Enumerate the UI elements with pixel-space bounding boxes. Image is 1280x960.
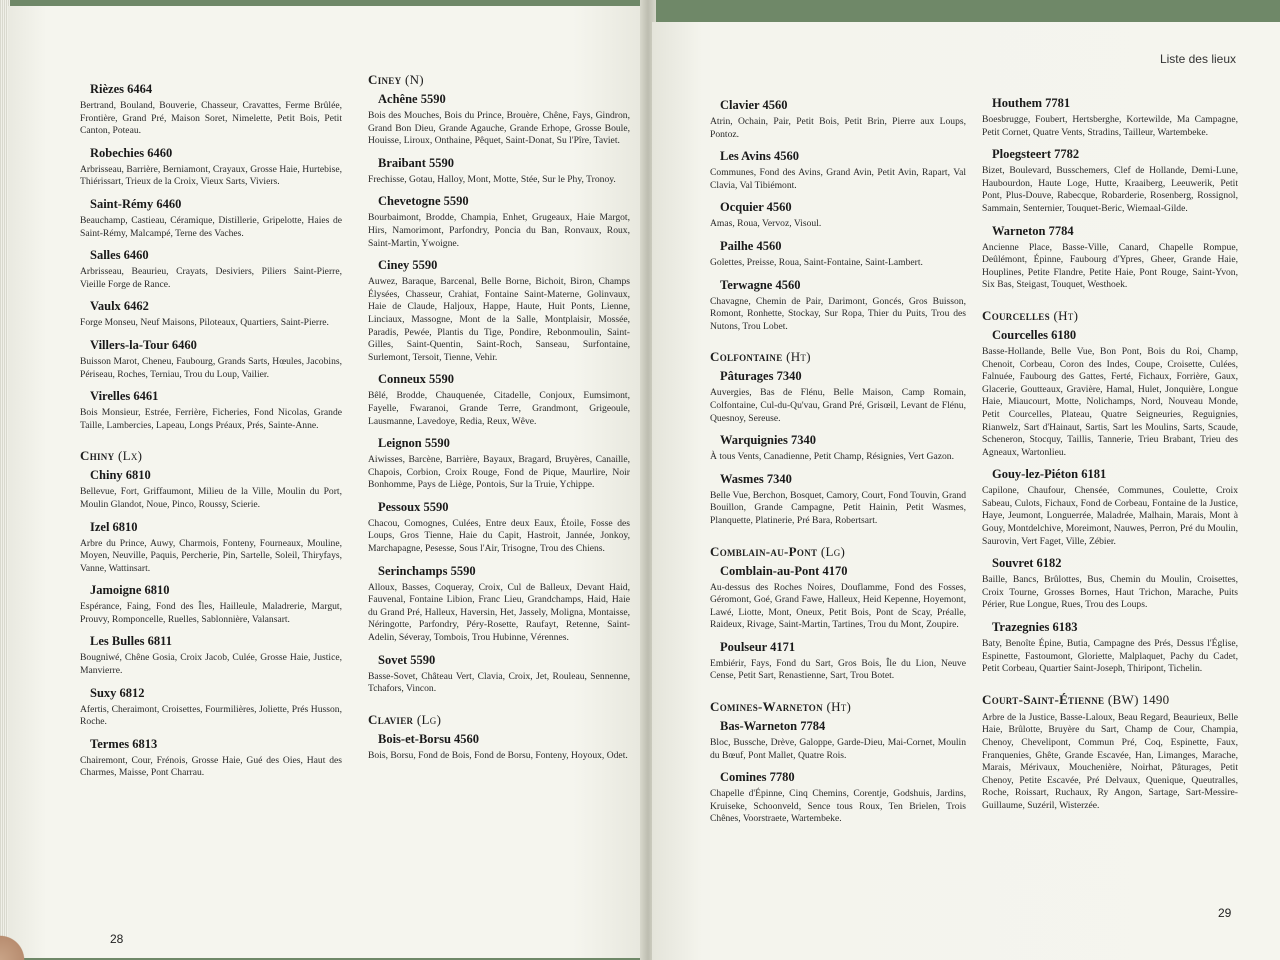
hamlet-list: Baille, Bancs, Brûlottes, Bus, Chemin du Moulin, Croisettes, Croix Tourne, Grosses Bornes, Haut Trichon, Marache, Puits Périer, Rue Longue, Rues, Trou des Loups. xyxy=(982,574,1238,611)
locality-entry xyxy=(80,686,342,729)
locality-name: Les Bulles 6811 xyxy=(90,634,172,649)
locality-entry xyxy=(982,556,1238,612)
locality-name: Ocquier 4560 xyxy=(720,200,792,215)
locality-entry xyxy=(368,732,630,763)
commune-name: Comines-Warneton xyxy=(710,699,823,715)
left-page xyxy=(8,6,650,958)
hamlet-list: Bois des Mouches, Bois du Prince, Brouère, Chêne, Fays, Gindron, Grand Bon Dieu, Grande Agauche, Grande Erhope, Grosse Boule, Houisse, Liroux, Onthaine, Pêquet, Saint-Donat, Su l'Pîre, Taviet. xyxy=(368,110,630,147)
locality-entry xyxy=(368,372,630,428)
locality-entry xyxy=(368,564,630,645)
locality-name: Warquignies 7340 xyxy=(720,433,816,448)
locality-entry xyxy=(710,149,966,192)
locality-name: Leignon 5590 xyxy=(378,436,450,451)
locality-name: Achêne 5590 xyxy=(378,92,446,106)
hamlet-list: Bizet, Boulevard, Busschemers, Clef de Hollande, Demi-Lune, Haubourdon, Haute Loge, Hutte, Kraaiberg, Leeuwerik, Petit Pont, Plus-Douve, Rabecque, Robarderie, Rosenberg, Rossignol, Sammain, Senternier, Touquet-Beric, Wiemaal-Gilde. xyxy=(982,165,1238,214)
hamlet-list: Basse-Sovet, Château Vert, Clavia, Croix, Jet, Rouleau, Sennenne, Tchafors, Vincon. xyxy=(368,670,630,695)
hamlet-list: Bellevue, Fort, Griffaumont, Milieu de la Ville, Moulin du Port, Moulin Glandot, Noue, Pinco, Roussy, Scierie. xyxy=(80,486,342,510)
hamlet-list: Aiwisses, Barcène, Barrière, Bayaux, Bragard, Bruyères, Canaille, Chapois, Corbion, Croix Rouge, Fond de Pique, Maurlire, Noir Bonhomme, Pays de Liège, Pontois, Sur la Truie, Ychippe. xyxy=(368,454,630,491)
hamlet-list: Arbre de la Justice, Basse-Laloux, Beau Regard, Beaurieux, Belle Haie, Brûlotte, Bruyère du Sart, Champ de Cour, Champia, Chenoy, Chevelipont, Commun Pré, Coq, Espinette, Faux, Franquenies, Ghête, Grande Escavée, Han, Limanges, Marache, Marais, Mérivaux, Mouchenière, Noirhat, Pâturages, Petit Chenoy, Petite Escavée, Pré Delvaux, Quenique, Queutralles, Roche, Roissart, Ruchaux, Ry Angon, Sartage, Sart-Messire-Guillaume, Suzéril, Wisterzée. xyxy=(982,711,1238,811)
hamlet-list: Bourbaimont, Brodde, Champia, Enhet, Grugeaux, Haie Margot, Hirs, Namorimont, Parfondry, Poncia du Ban, Ronvaux, Roux, Saint-Martin, Ywoigne. xyxy=(368,212,630,249)
locality-name: Clavier 4560 xyxy=(720,98,788,112)
hamlet-list: Bêlé, Brodde, Chauquenée, Citadelle, Conjoux, Eumsimont, Fayelle, Fwaranoi, Grande Terre, Grandmont, Grigeoule, Lausmanne, Lavedoye, Redia, Reux, Wêve. xyxy=(368,390,630,427)
province-code: (Lx) xyxy=(117,448,143,464)
province-code: (BW) 1490 xyxy=(1107,691,1170,707)
locality-entry xyxy=(368,194,630,250)
locality-entry xyxy=(710,472,966,528)
right-page xyxy=(652,22,1280,960)
commune-heading xyxy=(710,349,966,365)
hamlet-list: Bloc, Bussche, Drève, Galoppe, Garde-Dieu, Mai-Cornet, Moulin du Bœuf, Pont Mallet, Quatre Rois. xyxy=(710,737,966,761)
locality-entry xyxy=(80,82,342,138)
locality-entry xyxy=(710,98,966,141)
locality-name: Pâturages 7340 xyxy=(720,369,802,384)
province-code: (Lg) xyxy=(820,543,846,559)
locality-name: Villers-la-Tour 6460 xyxy=(90,337,197,352)
hamlet-list: Buisson Marot, Cheneu, Faubourg, Grands Sarts, Hœules, Jacobins, Périseau, Roches, Terniau, Trou du Loup, Vailier. xyxy=(80,355,342,380)
commune-heading xyxy=(80,448,342,464)
locality-name: Sovet 5590 xyxy=(378,652,436,667)
hamlet-list: Chacou, Comognes, Culées, Entre deux Eaux, Étoile, Fosse des Loups, Gros Tienne, Haie du Capit, Hastroit, Jannée, Jonkoy, Marchapagne, Pesesse, Sous l'Air, Trisogne, Trou des Chiens. xyxy=(368,517,630,555)
locality-name: Braibant 5590 xyxy=(378,155,455,170)
commune-name: Court-Saint-Étienne xyxy=(982,691,1105,707)
locality-entry xyxy=(710,200,966,231)
hamlet-list: Arbrisseau, Barrière, Berniamont, Crayaux, Grosse Haie, Hurtebise, Thiérissart, Trieux de la Croix, Vieux Sarts, Viviers. xyxy=(80,163,342,188)
page-number-left: 28 xyxy=(110,932,124,946)
locality-name: Vaulx 6462 xyxy=(90,299,149,314)
hamlet-list: Espérance, Faing, Fond des Îles, Hailleule, Maladrerie, Margut, Prouvy, Romponcelle, Ruelles, Sablonnière, Valansart. xyxy=(80,601,342,625)
commune-heading xyxy=(710,544,966,560)
locality-entry xyxy=(368,500,630,556)
commune-name: Colfontaine xyxy=(710,349,783,365)
locality-name: Bois-et-Borsu 4560 xyxy=(378,731,480,746)
locality-name: Comblain-au-Pont 4170 xyxy=(720,563,848,578)
hamlet-list: Amas, Roua, Vervoz, Visoul. xyxy=(710,218,822,230)
locality-name: Termes 6813 xyxy=(90,736,158,751)
locality-entry xyxy=(368,258,630,364)
locality-name: Comines 7780 xyxy=(720,770,795,785)
locality-entry xyxy=(368,653,630,696)
locality-name: Terwagne 4560 xyxy=(720,277,801,292)
locality-name: Jamoigne 6810 xyxy=(90,583,170,598)
locality-entry xyxy=(710,640,966,683)
locality-name: Gouy-lez-Piéton 6181 xyxy=(992,467,1107,482)
locality-name: Robechies 6460 xyxy=(90,145,173,160)
locality-entry xyxy=(982,620,1238,676)
locality-name: Poulseur 4171 xyxy=(720,639,796,654)
hamlet-list: Atrin, Ochain, Pair, Petit Bois, Petit Brin, Pierre aux Loups, Pontoz. xyxy=(710,116,966,140)
hamlet-list: Bois Monsieur, Estrée, Ferrière, Ficheries, Fond Nicolas, Grande Taille, Lambercies, Lapeau, Longs Préaux, Prés, Sainte-Anne. xyxy=(80,407,342,431)
hamlet-list: Bertrand, Bouland, Bouverie, Chasseur, Cravattes, Ferme Brûlée, Frontière, Grand Pré, Maison Soret, Nimelette, Petit Bois, Petit Canton, Poteau. xyxy=(80,100,342,137)
hamlet-list: Belle Vue, Berchon, Bosquet, Camory, Court, Fond Touvin, Grand Bouillon, Grande Campagne, Petit Hainin, Petit Wasmes, Planquette, Platinerie, Pré Bara, Robertsart. xyxy=(710,489,966,526)
locality-name: Trazegnies 6183 xyxy=(992,620,1078,635)
locality-name: Virelles 6461 xyxy=(90,389,159,404)
province-code: (Ht) xyxy=(1053,307,1079,323)
locality-name: Rièzes 6464 xyxy=(90,82,153,96)
locality-entry xyxy=(80,583,342,626)
locality-name: Conneux 5590 xyxy=(378,372,455,387)
province-code: (N) xyxy=(404,72,424,87)
locality-name: Wasmes 7340 xyxy=(720,471,792,486)
commune-heading xyxy=(368,712,630,728)
locality-name: Les Avins 4560 xyxy=(720,149,799,164)
hamlet-list: Boesbrugge, Foubert, Hertsberghe, Kortewilde, Ma Campagne, Petit Cornet, Quatre Vents, Stradins, Tailleur, Wartembeke. xyxy=(982,114,1238,138)
locality-entry xyxy=(710,433,966,464)
commune-heading xyxy=(982,308,1238,324)
locality-name: Serinchamps 5590 xyxy=(378,563,476,578)
commune-heading xyxy=(710,699,966,715)
commune-name: Courcelles xyxy=(982,307,1050,323)
province-code: (Ht) xyxy=(826,699,852,715)
locality-entry xyxy=(80,737,342,780)
hamlet-list: Baty, Benoîte Épine, Butia, Campagne des Prés, Dessus l'Église, Espinette, Fastoumont, Gloriette, Malplaquet, Pachy du Cadet, Petit Corbeau, Quartier Saint-Joseph, Thiripont, Tichelin. xyxy=(982,638,1238,675)
left-page-column-1 xyxy=(80,82,342,788)
commune-name: Chiny xyxy=(80,448,115,464)
locality-entry xyxy=(710,770,966,826)
locality-entry xyxy=(982,224,1238,292)
locality-name: Pessoux 5590 xyxy=(378,499,449,514)
locality-name: Salles 6460 xyxy=(90,248,149,263)
locality-entry xyxy=(710,564,966,632)
locality-entry xyxy=(368,92,630,148)
locality-entry xyxy=(710,719,966,762)
page-number-right: 29 xyxy=(1218,906,1232,920)
hamlet-list: Ancienne Place, Basse-Ville, Canard, Chapelle Rompue, Deûlémont, Épinne, Faubourg d'Ypres, Gheer, Grande Haie, Houplines, Petite Flandre, Petite Haie, Pont Rouge, Saint-Yvon, Six Bas, Steigast, Touquet, Westhoek. xyxy=(982,241,1238,291)
locality-entry xyxy=(368,156,630,187)
locality-name: Chiny 6810 xyxy=(90,468,151,483)
hamlet-list: Au-dessus des Roches Noires, Douflamme, Fond des Fosses, Géromont, Goé, Grand Fawe, Halleux, Heid Kepenne, Hoyemont, Lawé, Liotte, Mont, Oneux, Petit Bois, Pont de Scay, Préalle, Raideux, Rivage, Saint-Martin, Tartines, Trou du Mont, Zoupire. xyxy=(710,581,966,631)
hamlet-list: À tous Vents, Canadienne, Petit Champ, Résignies, Vert Gazon. xyxy=(710,451,954,463)
commune-name: Ciney xyxy=(368,72,402,87)
hamlet-list: Forge Monseu, Neuf Maisons, Piloteaux, Quartiers, Saint-Pierre. xyxy=(80,317,329,329)
right-page-column-1 xyxy=(710,98,966,834)
locality-entry xyxy=(80,248,342,291)
locality-name: Warneton 7784 xyxy=(992,223,1074,238)
left-page-column-2 xyxy=(368,72,630,770)
hamlet-list: Chapelle d'Épinne, Cinq Chemins, Corentje, Godshuis, Jardins, Kruiseke, Schoonveld, Sence tous Roux, Ten Brielen, Trois Chênes, Voorstraete, Wartembeke. xyxy=(710,788,966,825)
hamlet-list: Bougniwé, Chêne Gosia, Croix Jacob, Culée, Grosse Haie, Justice, Manvierre. xyxy=(80,652,342,677)
locality-entry xyxy=(80,197,342,240)
locality-name: Suxy 6812 xyxy=(90,685,145,700)
hamlet-list: Embiérir, Fays, Fond du Sart, Gros Bois, Île du Lion, Neuve Cense, Petit Sart, Renastienne, Sart, Trou Botet. xyxy=(710,657,966,682)
hamlet-list: Capilone, Chaufour, Chensée, Communes, Coulette, Croix Sabeau, Culots, Fichaux, Fond de Corbeau, Fontaine de la Justice, Haye, Jeumont, Longuerrée, Maladrée, Malhain, Marais, Mont à Gouy, Montdelchive, Moreimont, Nauwes, Perron, Pré du Moulin, Saurovin, Vert Faget, Ville, Zébier. xyxy=(982,485,1238,547)
running-head: Liste des lieux xyxy=(1159,52,1236,66)
locality-entry xyxy=(982,96,1238,139)
hamlet-list: Communes, Fond des Avins, Grand Avin, Petit Avin, Rapart, Val Clavia, Val Tibiémont. xyxy=(710,167,966,191)
hamlet-list: Frechisse, Gotau, Halloy, Mont, Motte, Stée, Sur le Phy, Tronoy. xyxy=(368,173,616,185)
commune-name: Comblain-au-Pont xyxy=(710,543,818,559)
locality-name: Souvret 6182 xyxy=(992,556,1062,571)
locality-entry xyxy=(982,467,1238,548)
hamlet-list: Auvergies, Bas de Flénu, Belle Maison, Camp Romain, Colfontaine, Cul-du-Qu'vau, Grand Pré, Grisœil, Levant de Flénu, Quesnoy, Sereuse. xyxy=(710,387,966,424)
hamlet-list: Afertis, Cheraimont, Croisettes, Fourmilières, Joliette, Prés Husson, Roche. xyxy=(80,703,342,728)
locality-entry xyxy=(80,338,342,381)
hamlet-list: Chavagne, Chemin de Pair, Darimont, Goncés, Gros Buisson, Romont, Ronhette, Stockay, Sur Ropa, Thier du Puits, Trou des Nutons, Trou Lobet. xyxy=(710,295,966,332)
locality-name: Chevetogne 5590 xyxy=(378,194,469,209)
locality-name: Ploegsteert 7782 xyxy=(992,147,1080,162)
locality-entry xyxy=(80,520,342,576)
locality-name: Saint-Rémy 6460 xyxy=(90,196,182,211)
locality-name: Bas-Warneton 7784 xyxy=(720,719,826,734)
hamlet-list: Arbrisseau, Beaurieu, Crayats, Desiviers, Piliers Saint-Pierre, Vieille Forge de Rance. xyxy=(80,266,342,290)
locality-entry xyxy=(982,147,1238,215)
hamlet-list: Bois, Borsu, Fond de Bois, Fond de Borsu, Fonteny, Hoyoux, Odet. xyxy=(368,749,628,761)
hamlet-list: Golettes, Preisse, Roua, Saint-Fontaine, Saint-Lambert. xyxy=(710,256,923,268)
hamlet-list: Chairemont, Cour, Frénois, Grosse Haie, Gué des Oies, Haut des Charmes, Maisse, Pont Charrau. xyxy=(80,754,342,779)
locality-name: Courcelles 6180 xyxy=(992,327,1077,342)
right-page-column-2 xyxy=(982,96,1238,821)
province-code: (Lg) xyxy=(416,711,442,727)
locality-entry xyxy=(80,389,342,432)
locality-entry xyxy=(710,369,966,425)
hamlet-list: Arbre du Prince, Auwy, Charmois, Fonteny, Fourneaux, Mouline, Moyen, Neuville, Paquis, Percherie, Pin, Sartelle, Soleil, Thiryfays, Vanne, Wattinsart. xyxy=(80,537,342,574)
locality-entry xyxy=(982,328,1238,459)
locality-entry xyxy=(80,468,342,511)
locality-name: Ciney 5590 xyxy=(378,258,438,273)
locality-name: Pailhe 4560 xyxy=(720,238,782,253)
commune-heading xyxy=(982,692,1238,708)
locality-entry xyxy=(80,146,342,189)
locality-name: Houthem 7781 xyxy=(992,96,1071,110)
locality-entry xyxy=(710,239,966,270)
locality-entry xyxy=(710,278,966,334)
province-code: (Ht) xyxy=(786,349,811,365)
commune-name: Clavier xyxy=(368,711,414,727)
commune-heading xyxy=(368,72,630,88)
hamlet-list: Auwez, Baraque, Barcenal, Belle Borne, Bichoit, Biron, Champs Élysées, Chasseur, Crahiat, Fontaine Saint-Materne, Golinvaux, Haie de Claude, Haljoux, Happe, Haute, Huit Ponts, Lienne, Linciaux, Massogne, Mont de la Salle, Montplaisir, Mossée, Paradis, Pewée, Plantis du Tige, Pondire, Rebonmoulin, Saint-Gilles, Saint-Quentin, Saint-Roch, Sanseau, Surfontaine, Surlemont, Tersoit, Tienne, Vehir. xyxy=(368,276,630,363)
locality-entry xyxy=(80,634,342,677)
hamlet-list: Beauchamp, Castieau, Céramique, Distillerie, Gripelotte, Haies de Saint-Rémy, Malcampé, Terne des Vaches. xyxy=(80,214,342,239)
locality-entry xyxy=(80,299,342,330)
hamlet-list: Basse-Hollande, Belle Vue, Bon Pont, Bois du Roi, Champ, Chenoit, Corbeau, Coron des Indes, Coupe, Croisette, Culées, Falnuée, Faubourg des Gattes, Ferté, Fichaux, Forrière, Gaux, Glacerie, Goutteaux, Gravière, Hamal, Hulet, Jonquière, Longue Haie, Miaucourt, Motte, Nolichamps, Nord, Nouveau Monde, Petit Courcelles, Plateau, Quatre Seigneuries, Reguignies, Rianwelz, Sart d'Hainaut, Sartis, Sart les Moulins, Sarts, Scaude, Scheneron, Stocquy, Taillis, Tannerie, Trieu Brabant, Trieu des Agneaux, Wartonlieu. xyxy=(982,345,1238,458)
hamlet-list: Alloux, Basses, Coqueray, Croix, Cul de Balleux, Devant Haid, Fauvenal, Fontaine Libion, Franc Lieu, Grandchamps, Haid, Haie du Grand Pré, Halleux, Haversin, Het, Jassely, Moligna, Montaisse, Néringotte, Parfondry, Péry-Rosette, Raufayt, Retenne, Saint-Adelin, Séveray, Tombois, Trou Hubinne, Vérennes. xyxy=(368,581,630,644)
locality-entry xyxy=(368,436,630,492)
thumb xyxy=(0,934,30,960)
locality-name: Izel 6810 xyxy=(90,519,138,534)
